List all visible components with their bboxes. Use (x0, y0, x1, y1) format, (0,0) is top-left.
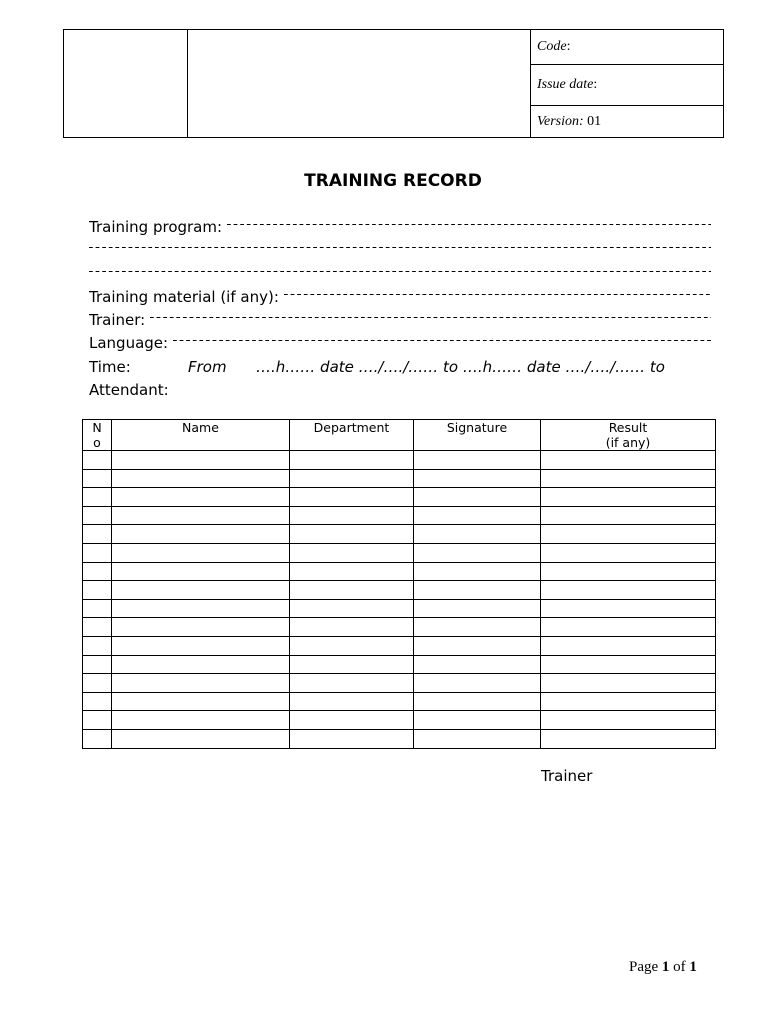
cell-department[interactable] (290, 729, 414, 748)
cell-signature[interactable] (414, 618, 541, 637)
table-row (83, 599, 716, 618)
cell-department[interactable] (290, 692, 414, 711)
cell-result[interactable] (541, 729, 716, 748)
cell-name[interactable] (112, 655, 290, 674)
cell-no[interactable] (83, 506, 112, 525)
cell-name[interactable] (112, 599, 290, 618)
col-name: Name (112, 420, 290, 451)
table-header-row (83, 420, 716, 451)
cell-department[interactable] (290, 655, 414, 674)
table-row (83, 525, 716, 544)
cell-signature[interactable] (414, 711, 541, 730)
cell-department[interactable] (290, 581, 414, 600)
table-row (83, 469, 716, 488)
cell-no[interactable] (83, 599, 112, 618)
version-field: Version: 01 (531, 106, 724, 138)
fill-line[interactable] (284, 292, 711, 300)
document-header (63, 29, 724, 138)
cell-result[interactable] (541, 674, 716, 693)
cell-signature[interactable] (414, 692, 541, 711)
cell-department[interactable] (290, 562, 414, 581)
cell-signature[interactable] (414, 451, 541, 470)
cell-no[interactable] (83, 525, 112, 544)
cell-no[interactable] (83, 729, 112, 748)
cell-department[interactable] (290, 674, 414, 693)
issue-date-field: Issue date: (531, 65, 724, 106)
language-row (89, 332, 711, 355)
cell-no[interactable] (83, 469, 112, 488)
cell-name[interactable] (112, 506, 290, 525)
cell-name[interactable] (112, 711, 290, 730)
cell-department[interactable] (290, 488, 414, 507)
header-title-cell (188, 30, 531, 138)
cell-name[interactable] (112, 581, 290, 600)
col-result: Result (if any) (541, 420, 716, 451)
cell-result[interactable] (541, 655, 716, 674)
trainer-label: Trainer: (89, 311, 146, 330)
page-title: TRAINING RECORD (304, 171, 482, 191)
cell-department[interactable] (290, 506, 414, 525)
time-range[interactable]: ….h…… date …./…./…… to ….h…… date …./…./…… to (256, 357, 665, 376)
page-number: Page 1 of 1 (629, 959, 697, 975)
attendant-label: Attendant: (89, 381, 169, 400)
cell-no[interactable] (83, 711, 112, 730)
table-body (83, 451, 716, 749)
cell-signature[interactable] (414, 525, 541, 544)
fill-line[interactable] (150, 315, 711, 323)
cell-signature[interactable] (414, 636, 541, 655)
cell-no[interactable] (83, 655, 112, 674)
training-program-label: Training program: (89, 218, 223, 236)
cell-name[interactable] (112, 729, 290, 748)
cell-no[interactable] (83, 562, 112, 581)
cell-name[interactable] (112, 543, 290, 562)
col-no: N o (83, 420, 112, 451)
cell-signature[interactable] (414, 674, 541, 693)
cell-department[interactable] (290, 525, 414, 544)
cell-name[interactable] (112, 451, 290, 470)
table-row (83, 618, 716, 637)
training-material-row (89, 286, 711, 309)
cell-result[interactable] (541, 692, 716, 711)
cell-signature[interactable] (414, 543, 541, 562)
table-row (83, 674, 716, 693)
cell-no[interactable] (83, 618, 112, 637)
col-department: Department (290, 420, 414, 451)
cell-result[interactable] (541, 506, 716, 525)
cell-result[interactable] (541, 469, 716, 488)
cell-department[interactable] (290, 618, 414, 637)
cell-name[interactable] (112, 469, 290, 488)
trainer-row (89, 309, 711, 332)
cell-department[interactable] (290, 451, 414, 470)
cell-name[interactable] (112, 525, 290, 544)
time-label: Time: (89, 357, 131, 376)
cell-result[interactable] (541, 488, 716, 507)
cell-department[interactable] (290, 543, 414, 562)
cell-signature[interactable] (414, 655, 541, 674)
cell-department[interactable] (290, 469, 414, 488)
cell-signature[interactable] (414, 506, 541, 525)
cell-name[interactable] (112, 618, 290, 637)
cell-no[interactable] (83, 636, 112, 655)
cell-no[interactable] (83, 488, 112, 507)
cell-result[interactable] (541, 562, 716, 581)
trainer-signature-label: Trainer (541, 767, 593, 785)
cell-name[interactable] (112, 692, 290, 711)
training-program-continuation-1 (89, 239, 711, 262)
training-material-label: Training material (if any): (89, 287, 279, 306)
code-field: Code: (531, 30, 724, 65)
training-program-continuation-2 (89, 263, 711, 286)
cell-result[interactable] (541, 711, 716, 730)
table-row (83, 711, 716, 730)
cell-signature[interactable] (414, 729, 541, 748)
cell-signature[interactable] (414, 488, 541, 507)
cell-result[interactable] (541, 543, 716, 562)
cell-department[interactable] (290, 711, 414, 730)
cell-result[interactable] (541, 599, 716, 618)
table-row (83, 655, 716, 674)
cell-signature[interactable] (414, 469, 541, 488)
fill-line[interactable] (89, 245, 711, 253)
cell-no[interactable] (83, 674, 112, 693)
logo-cell (64, 30, 188, 138)
cell-result[interactable] (541, 581, 716, 600)
cell-signature[interactable] (414, 581, 541, 600)
cell-no[interactable] (83, 692, 112, 711)
cell-signature[interactable] (414, 562, 541, 581)
training-program-row (89, 216, 711, 239)
table-row (83, 729, 716, 748)
table-row (83, 636, 716, 655)
cell-no[interactable] (83, 581, 112, 600)
table-row (83, 562, 716, 581)
fill-line[interactable] (89, 269, 711, 277)
language-label: Language: (89, 334, 169, 353)
table-row (83, 451, 716, 470)
cell-department[interactable] (290, 599, 414, 618)
cell-department[interactable] (290, 636, 414, 655)
table-row (83, 692, 716, 711)
table-row (83, 506, 716, 525)
attendance-table (82, 419, 716, 749)
cell-no[interactable] (83, 451, 112, 470)
fill-line[interactable] (173, 338, 711, 346)
time-row (89, 356, 711, 379)
col-signature: Signature (414, 420, 541, 451)
cell-result[interactable] (541, 451, 716, 470)
fill-line[interactable] (227, 222, 711, 230)
time-from: From (188, 357, 227, 376)
cell-name[interactable] (112, 636, 290, 655)
training-fields (89, 216, 711, 402)
table-row (83, 543, 716, 562)
cell-signature[interactable] (414, 599, 541, 618)
cell-name[interactable] (112, 674, 290, 693)
table-row (83, 581, 716, 600)
cell-name[interactable] (112, 488, 290, 507)
table-row (83, 488, 716, 507)
cell-result[interactable] (541, 636, 716, 655)
cell-no[interactable] (83, 543, 112, 562)
cell-name[interactable] (112, 562, 290, 581)
cell-result[interactable] (541, 618, 716, 637)
cell-result[interactable] (541, 525, 716, 544)
